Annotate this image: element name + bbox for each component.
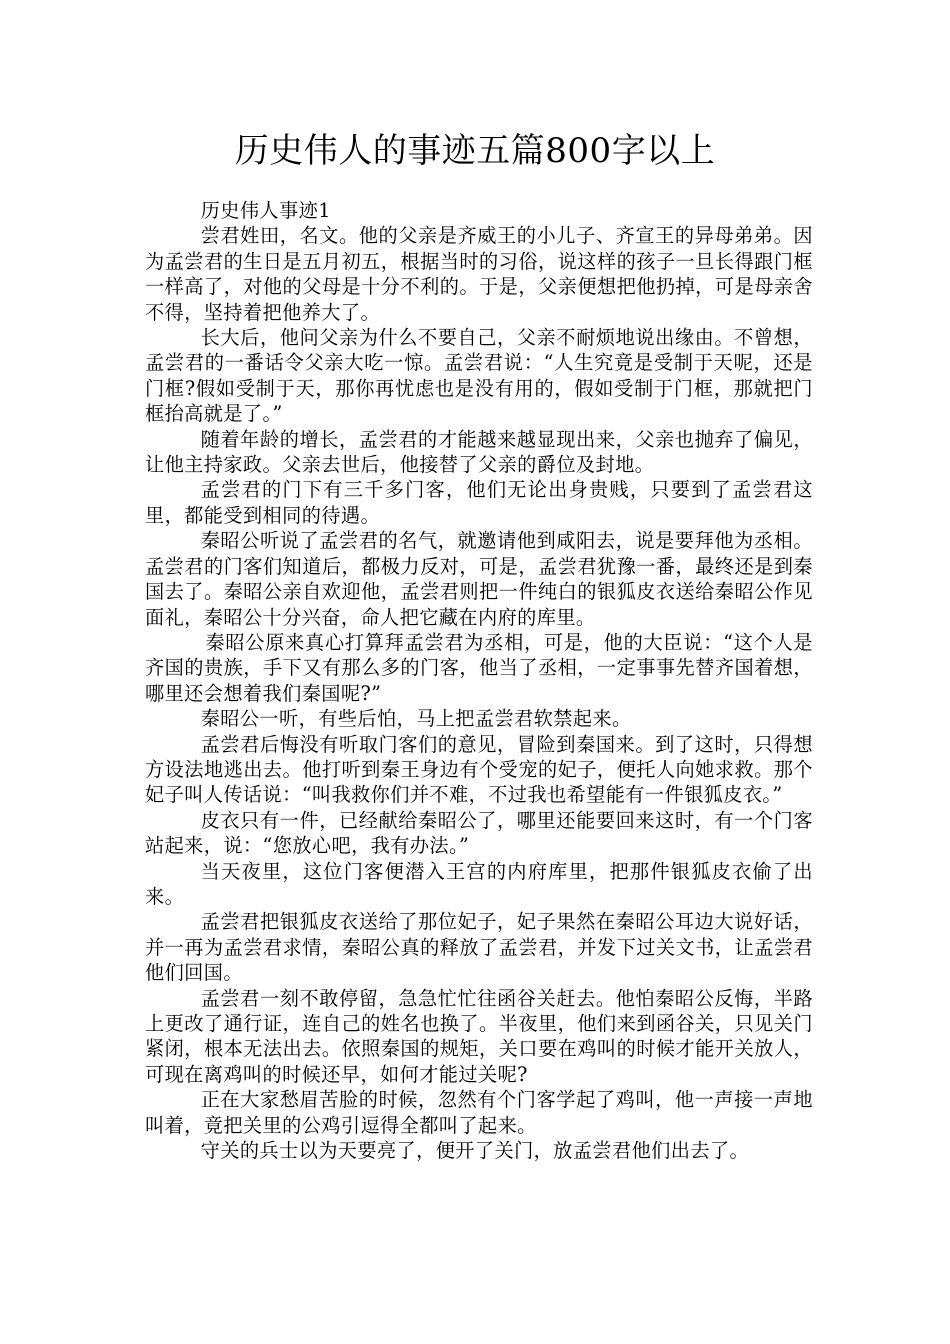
document-title: 历史伟人的事迹五篇800字以上 xyxy=(234,131,716,171)
paragraph: 尝君姓田，名文。他的父亲是齐威王的小儿子、齐宣王的异母弟弟。因为孟尝君的生日是五月初五，根据当时的习俗，说这样的孩子一旦长得跟门框一样高了，对他的父母是十分不利的。于是，父亲便想把他扔掉，可是母亲舍不得，坚持着把他养大了。 xyxy=(145,224,813,324)
paragraph: 孟尝君一刻不敢停留，急急忙忙往函谷关赶去。他怕秦昭公反悔，半路上更改了通行证，连自己的姓名也换了。半夜里，他们来到函谷关，只见关门紧闭，根本无法出去。依照秦国的规矩，关口要在鸡叫的时候才能开关放人，可现在离鸡叫的时候还早，如何才能过关呢? xyxy=(145,986,813,1086)
document-body xyxy=(145,198,813,1163)
paragraph: 秦昭公听说了孟尝君的名气，就邀请他到咸阳去，说是要拜他为丞相。孟尝君的门客们知道后，都极力反对，可是，孟尝君犹豫一番，最终还是到秦国去了。秦昭公亲自欢迎他，孟尝君则把一件纯白的银狐皮衣送给秦昭公作见面礼，秦昭公十分兴奋，命人把它藏在内府的库里。 xyxy=(145,529,813,629)
paragraph: 正在大家愁眉苦脸的时候，忽然有个门客学起了鸡叫，他一声接一声地叫着，竟把关里的公鸡引逗得全都叫了起来。 xyxy=(145,1088,813,1137)
paragraph: 秦昭公原来真心打算拜孟尝君为丞相，可是，他的大臣说：“这个人是齐国的贵族，手下又有那么多的门客，他当了丞相，一定事事先替齐国着想，哪里还会想着我们秦国呢?” xyxy=(145,630,813,705)
paragraph: 守关的兵士以为天要亮了，便开了关门，放孟尝君他们出去了。 xyxy=(200,1139,750,1163)
paragraph: 孟尝君把银狐皮衣送给了那位妃子，妃子果然在秦昭公耳边大说好话，并一再为孟尝君求情，秦昭公真的释放了孟尝君，并发下过关文书，让孟尝君他们回国。 xyxy=(145,910,813,985)
paragraph: 当天夜里，这位门客便潜入王宫的内府库里，把那件银狐皮衣偷了出来。 xyxy=(145,859,813,908)
paragraph: 孟尝君的门下有三千多门客，他们无论出身贵贱，只要到了孟尝君这里，都能受到相同的待遇。 xyxy=(145,478,813,527)
paragraph: 长大后，他问父亲为什么不要自己，父亲不耐烦地说出缘由。不曾想，孟尝君的一番话令父亲大吃一惊。孟尝君说：“人生究竟是受制于天呢，还是门框?假如受制于天，那你再忧虑也是没有用的，假如受制于门框，那就把门框抬高就是了。” xyxy=(145,326,813,426)
paragraph: 随着年龄的增长，孟尝君的才能越来越显现出来，父亲也抛弃了偏见，让他主持家政。父亲去世后，他接替了父亲的爵位及封地。 xyxy=(145,427,813,477)
section-heading: 历史伟人事迹1 xyxy=(200,199,331,222)
paragraph: 皮衣只有一件，已经献给秦昭公了，哪里还能要回来这时，有一个门客站起来，说：“您放心吧，我有办法。” xyxy=(145,808,813,858)
paragraph: 孟尝君后悔没有听取门客们的意见，冒险到秦国来。到了这时，只得想方设法地逃出去。他打听到秦王身边有个受宠的妃子，便托人向她求救。那个妃子叫人传话说：“叫我救你们并不难，不过我也希望能有一件银狐皮衣。” xyxy=(145,732,813,807)
paragraph: 秦昭公一听，有些后怕，马上把孟尝君软禁起来。 xyxy=(200,707,632,731)
